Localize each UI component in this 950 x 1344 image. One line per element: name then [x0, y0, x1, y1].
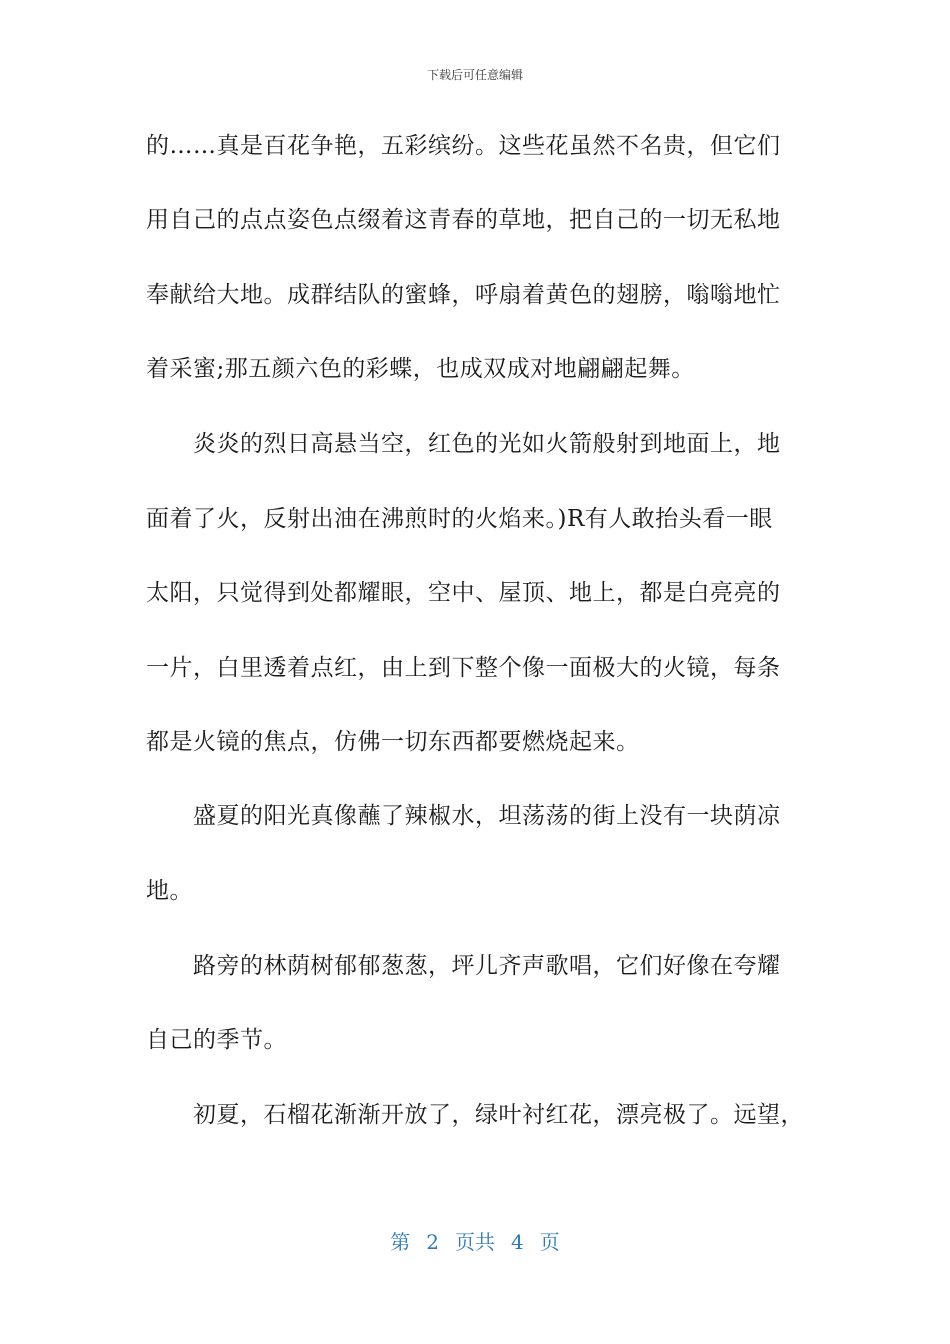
text-line: 自己的季节。 — [146, 1027, 287, 1053]
text-line: 用自己的点点姿色点缀着这青春的草地，把自己的一切无私地 — [146, 207, 781, 233]
text-line: 面着了火，反射出油在沸煎时的火焰来。)R有人敢抬头看一眼 — [146, 506, 773, 532]
text-line: 初夏，石榴花渐渐开放了，绿叶衬红花，漂亮极了。远望， — [146, 1102, 804, 1128]
text-line: 炎炎的烈日高悬当空，红色的光如火箭般射到地面上，地 — [146, 431, 781, 457]
total-pages: 4 — [511, 1230, 524, 1254]
text-line: 着采蜜;那五颜六色的彩蝶，也成双成对地翩翩起舞。 — [146, 356, 695, 382]
text-line: 的……真是百花争艳，五彩缤纷。这些花虽然不名贵，但它们 — [146, 133, 781, 159]
text-line: 都是火镜的焦点，仿佛一切东西都要燃烧起来。 — [146, 729, 640, 755]
text-line: 盛夏的阳光真像蘸了辣椒水，坦荡荡的街上没有一块荫凉 — [146, 803, 781, 829]
page-header: 下载后可任意编辑 — [426, 68, 523, 82]
page-label-mid: 页共 — [455, 1230, 495, 1254]
text-line: 奉献给大地。成群结队的蜜蜂，呼扇着黄色的翅膀，嗡嗡地忙 — [146, 282, 781, 308]
page-label-prefix: 第 — [390, 1230, 411, 1254]
page-number: 2 — [426, 1230, 439, 1254]
text-line: 太阳，只觉得到处都耀眼，空中、屋顶、地上，都是白亮亮的 — [146, 580, 781, 606]
text-line: 路旁的林荫树郁郁葱葱，坪儿齐声歌唱，它们好像在夸耀 — [146, 953, 781, 979]
page-label-suffix: 页 — [539, 1230, 560, 1254]
page-footer — [0, 1226, 950, 1255]
text-line: 一片，白里透着点红，由上到下整个像一面极大的火镜，每条 — [146, 655, 781, 681]
text-line: 地。 — [146, 878, 193, 904]
